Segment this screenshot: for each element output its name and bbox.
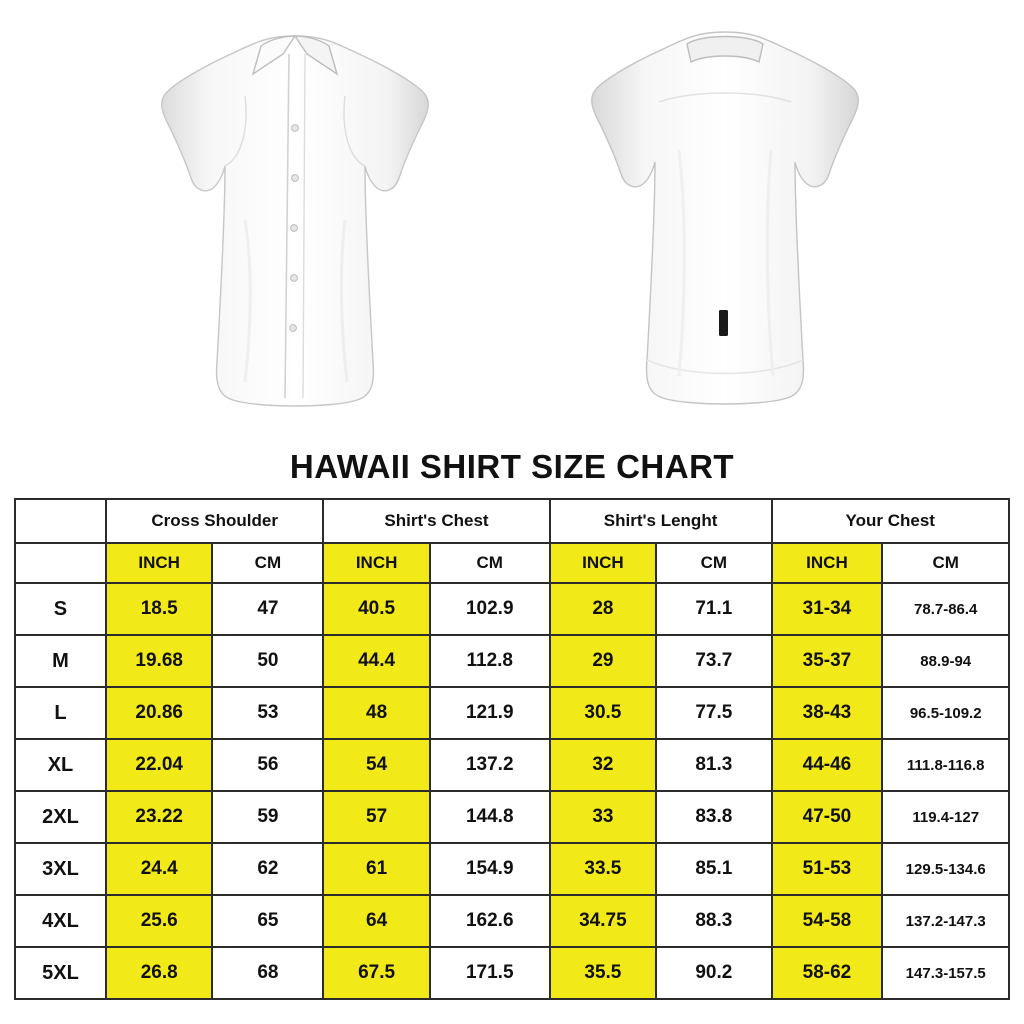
cell-length-inch: 35.5 xyxy=(550,947,656,999)
cell-your-chest-inch: 58-62 xyxy=(772,947,883,999)
table-row xyxy=(15,895,1009,947)
cell-length-inch: 29 xyxy=(550,635,656,687)
size-label: 5XL xyxy=(15,947,106,999)
cell-chest-cm: 121.9 xyxy=(430,687,550,739)
size-label: 2XL xyxy=(15,791,106,843)
cell-cross-shoulder-cm: 59 xyxy=(212,791,323,843)
cell-chest-inch: 67.5 xyxy=(323,947,429,999)
cell-length-inch: 33.5 xyxy=(550,843,656,895)
cell-your-chest-cm: 96.5-109.2 xyxy=(882,687,1009,739)
cell-your-chest-cm: 78.7-86.4 xyxy=(882,583,1009,635)
unit-header-cm-1: CM xyxy=(212,543,323,583)
size-label: M xyxy=(15,635,106,687)
cell-cross-shoulder-inch: 19.68 xyxy=(106,635,212,687)
group-header-your-chest: Your Chest xyxy=(772,499,1010,543)
table-unit-header-row xyxy=(15,543,1009,583)
cell-cross-shoulder-inch: 25.6 xyxy=(106,895,212,947)
cell-length-inch: 34.75 xyxy=(550,895,656,947)
cell-chest-cm: 144.8 xyxy=(430,791,550,843)
cell-your-chest-cm: 119.4-127 xyxy=(882,791,1009,843)
cell-chest-inch: 57 xyxy=(323,791,429,843)
cell-cross-shoulder-cm: 56 xyxy=(212,739,323,791)
group-header-shirts-length: Shirt's Lenght xyxy=(550,499,772,543)
size-label: S xyxy=(15,583,106,635)
cell-chest-inch: 54 xyxy=(323,739,429,791)
page-title: HAWAII SHIRT SIZE CHART xyxy=(289,448,735,485)
group-header-cross-shoulder: Cross Shoulder xyxy=(106,499,323,543)
size-label: 3XL xyxy=(15,843,106,895)
size-label: 4XL xyxy=(15,895,106,947)
cell-your-chest-cm: 111.8-116.8 xyxy=(882,739,1009,791)
cell-cross-shoulder-inch: 18.5 xyxy=(106,583,212,635)
unit-header-inch-2: INCH xyxy=(323,543,429,583)
unit-header-cm-3: CM xyxy=(656,543,771,583)
cell-your-chest-inch: 31-34 xyxy=(772,583,883,635)
cell-your-chest-inch: 51-53 xyxy=(772,843,883,895)
cell-chest-inch: 48 xyxy=(323,687,429,739)
cell-length-inch: 32 xyxy=(550,739,656,791)
size-label: XL xyxy=(15,739,106,791)
cell-cross-shoulder-cm: 65 xyxy=(212,895,323,947)
table-corner-cell xyxy=(15,499,106,543)
cell-length-inch: 33 xyxy=(550,791,656,843)
cell-length-cm: 88.3 xyxy=(656,895,771,947)
cell-chest-cm: 171.5 xyxy=(430,947,550,999)
unit-header-cm-2: CM xyxy=(430,543,550,583)
cell-length-cm: 90.2 xyxy=(656,947,771,999)
cell-cross-shoulder-inch: 26.8 xyxy=(106,947,212,999)
unit-header-inch-3: INCH xyxy=(550,543,656,583)
unit-header-cm-4: CM xyxy=(882,543,1009,583)
cell-cross-shoulder-inch: 20.86 xyxy=(106,687,212,739)
cell-chest-inch: 61 xyxy=(323,843,429,895)
table-row xyxy=(15,791,1009,843)
cell-length-inch: 28 xyxy=(550,583,656,635)
cell-your-chest-inch: 35-37 xyxy=(772,635,883,687)
table-row xyxy=(15,947,1009,999)
cell-chest-cm: 102.9 xyxy=(430,583,550,635)
table-row xyxy=(15,635,1009,687)
shirt-illustrations xyxy=(0,0,1024,448)
cell-chest-inch: 40.5 xyxy=(323,583,429,635)
cell-length-cm: 77.5 xyxy=(656,687,771,739)
cell-chest-cm: 154.9 xyxy=(430,843,550,895)
cell-your-chest-inch: 44-46 xyxy=(772,739,883,791)
cell-cross-shoulder-inch: 22.04 xyxy=(106,739,212,791)
table-row xyxy=(15,843,1009,895)
table-row xyxy=(15,687,1009,739)
table-group-header-row xyxy=(15,499,1009,543)
cell-cross-shoulder-cm: 62 xyxy=(212,843,323,895)
cell-length-cm: 85.1 xyxy=(656,843,771,895)
size-label: L xyxy=(15,687,106,739)
cell-your-chest-inch: 54-58 xyxy=(772,895,883,947)
cell-cross-shoulder-cm: 47 xyxy=(212,583,323,635)
cell-chest-inch: 44.4 xyxy=(323,635,429,687)
table-row xyxy=(15,739,1009,791)
cell-your-chest-cm: 147.3-157.5 xyxy=(882,947,1009,999)
cell-chest-cm: 137.2 xyxy=(430,739,550,791)
cell-chest-cm: 112.8 xyxy=(430,635,550,687)
cell-your-chest-cm: 88.9-94 xyxy=(882,635,1009,687)
cell-your-chest-inch: 38-43 xyxy=(772,687,883,739)
cell-length-inch: 30.5 xyxy=(550,687,656,739)
shirt-front-view xyxy=(145,10,445,430)
cell-length-cm: 81.3 xyxy=(656,739,771,791)
cell-your-chest-inch: 47-50 xyxy=(772,791,883,843)
cell-cross-shoulder-inch: 23.22 xyxy=(106,791,212,843)
cell-chest-inch: 64 xyxy=(323,895,429,947)
cell-chest-cm: 162.6 xyxy=(430,895,550,947)
cell-length-cm: 83.8 xyxy=(656,791,771,843)
group-header-shirts-chest: Shirt's Chest xyxy=(323,499,549,543)
cell-your-chest-cm: 129.5-134.6 xyxy=(882,843,1009,895)
cell-your-chest-cm: 137.2-147.3 xyxy=(882,895,1009,947)
unit-header-inch-4: INCH xyxy=(772,543,883,583)
cell-cross-shoulder-cm: 68 xyxy=(212,947,323,999)
table-row xyxy=(15,583,1009,635)
size-chart-table xyxy=(14,498,1010,1000)
unit-header-inch-1: INCH xyxy=(106,543,212,583)
cell-cross-shoulder-cm: 53 xyxy=(212,687,323,739)
cell-cross-shoulder-inch: 24.4 xyxy=(106,843,212,895)
shirt-back-view xyxy=(575,10,875,430)
cell-length-cm: 73.7 xyxy=(656,635,771,687)
cell-length-cm: 71.1 xyxy=(656,583,771,635)
cell-cross-shoulder-cm: 50 xyxy=(212,635,323,687)
size-chart-table-wrapper xyxy=(0,498,1024,1000)
unit-header-corner xyxy=(15,543,106,583)
